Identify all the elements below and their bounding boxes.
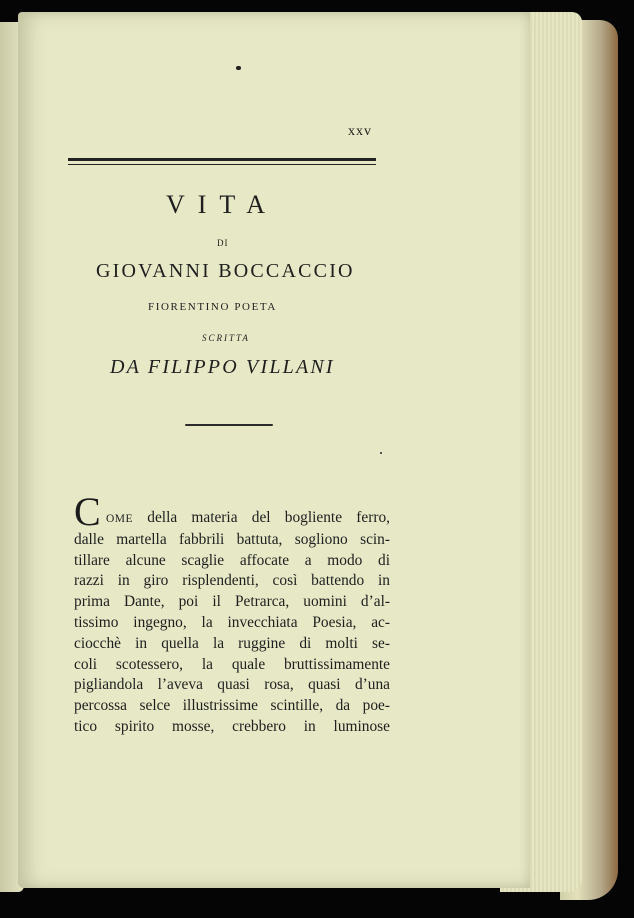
text-line: percossa selce illustrissime scintille, da poe-	[74, 697, 390, 715]
title-subtitle: FIORENTINO POETA	[148, 301, 277, 313]
title-vita: VITA	[166, 190, 279, 219]
text-line: ciocchè in quella la ruggine di molti se-	[74, 634, 390, 652]
text-line: tillare alcune scaglie affocate a modo di	[74, 551, 390, 569]
text-line: razzi in giro risplendenti, così battendo in	[74, 572, 390, 590]
title-scritta: SCRITTA	[202, 333, 250, 343]
title-name: GIOVANNI BOCCACCIO	[96, 260, 355, 282]
ornamental-rule	[185, 424, 273, 426]
text-line-content: della materia del bogliente ferro,	[133, 509, 390, 526]
page-number: xxv	[348, 124, 372, 139]
title-di: DI	[217, 238, 229, 248]
first-word-small-caps: OME	[106, 513, 134, 525]
text-line	[74, 508, 390, 530]
ink-speck	[236, 66, 241, 70]
text-line: tissimo ingegno, la invecchiata Poesia, ac-	[74, 613, 390, 631]
drop-cap: C	[74, 489, 101, 534]
text-line: coli scotessero, la quale bruttissimamente	[74, 655, 390, 673]
text-line: tico spirito mosse, crebbero in luminose	[74, 717, 390, 735]
title-author: DA FILIPPO VILLANI	[110, 356, 335, 378]
paper-speck	[380, 452, 382, 454]
header-double-rule	[68, 158, 376, 165]
text-line: pigliandola l’aveva quasi rosa, quasi d’una	[74, 676, 390, 694]
text-line: dalle martella fabbrili battuta, sogliono scin-	[74, 530, 390, 548]
text-line: prima Dante, poi il Petrarca, uomini d’al-	[74, 593, 390, 611]
book-page	[18, 12, 530, 888]
body-paragraph	[74, 508, 390, 738]
